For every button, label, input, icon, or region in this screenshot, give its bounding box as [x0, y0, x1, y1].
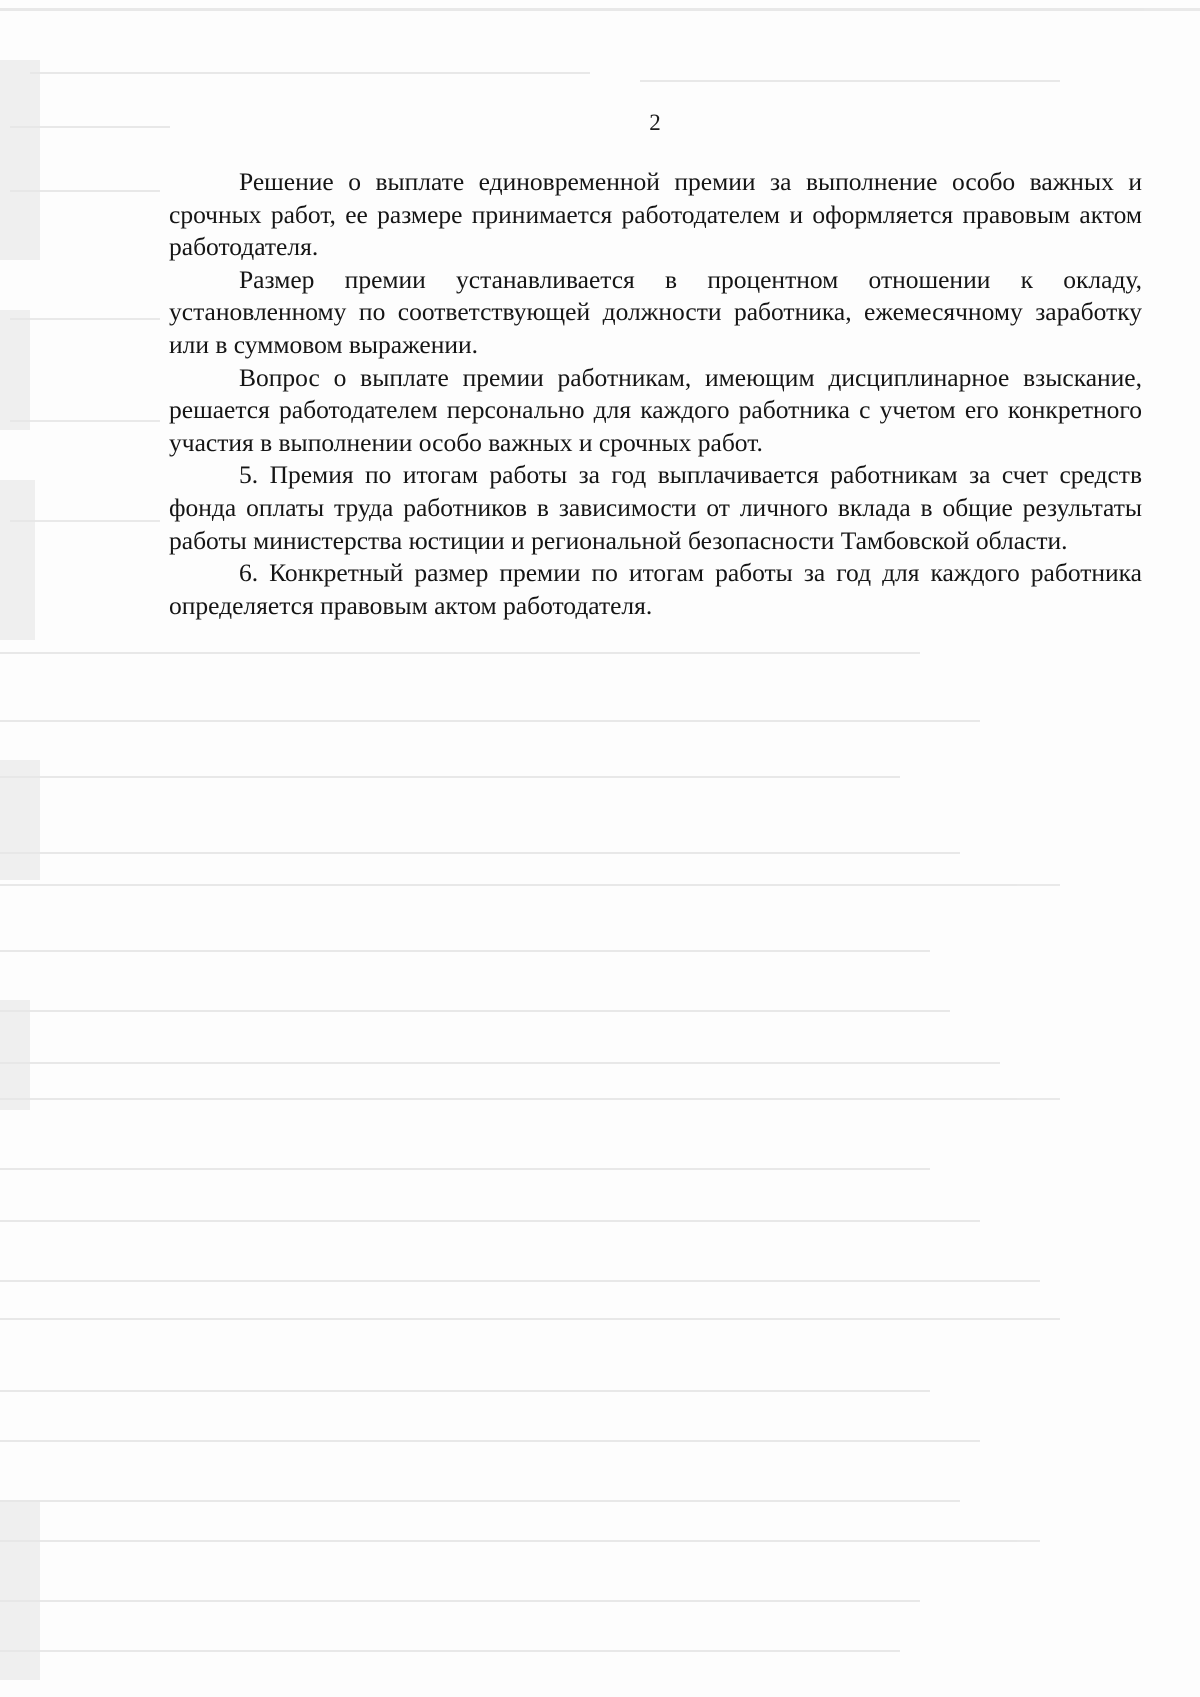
page-number: 2	[649, 110, 661, 135]
paragraph: Вопрос о выплате премии работникам, имеющим дисциплинарное взыскание, решается работодателем персонально для каждого работника с учетом его конкретного участия в выполнении особо важных и срочных работ.	[169, 362, 1142, 457]
paragraph: 6. Конкретный размер премии по итогам работы за год для каждого работника определяется правовым актом работодателя.	[169, 558, 1142, 620]
paragraph: 5. Премия по итогам работы за год выплачивается работникам за счет средств фонда оплаты труда работников в зависимости от личного вклада в общие результаты работы министерства юстиции и региональной безопасности Тамбовской области.	[169, 460, 1142, 555]
document-body	[169, 166, 1142, 622]
paragraph: Решение о выплате единовременной премии за выполнение особо важных и срочных работ, ее размере принимается работодателем и оформляется правовым актом работодателя.	[169, 167, 1142, 262]
paragraph: Размер премии устанавливается в процентном отношении к окладу, установленному по соответствующей должности работника, ежемесячному заработку или в суммовом выражении.	[169, 264, 1142, 359]
